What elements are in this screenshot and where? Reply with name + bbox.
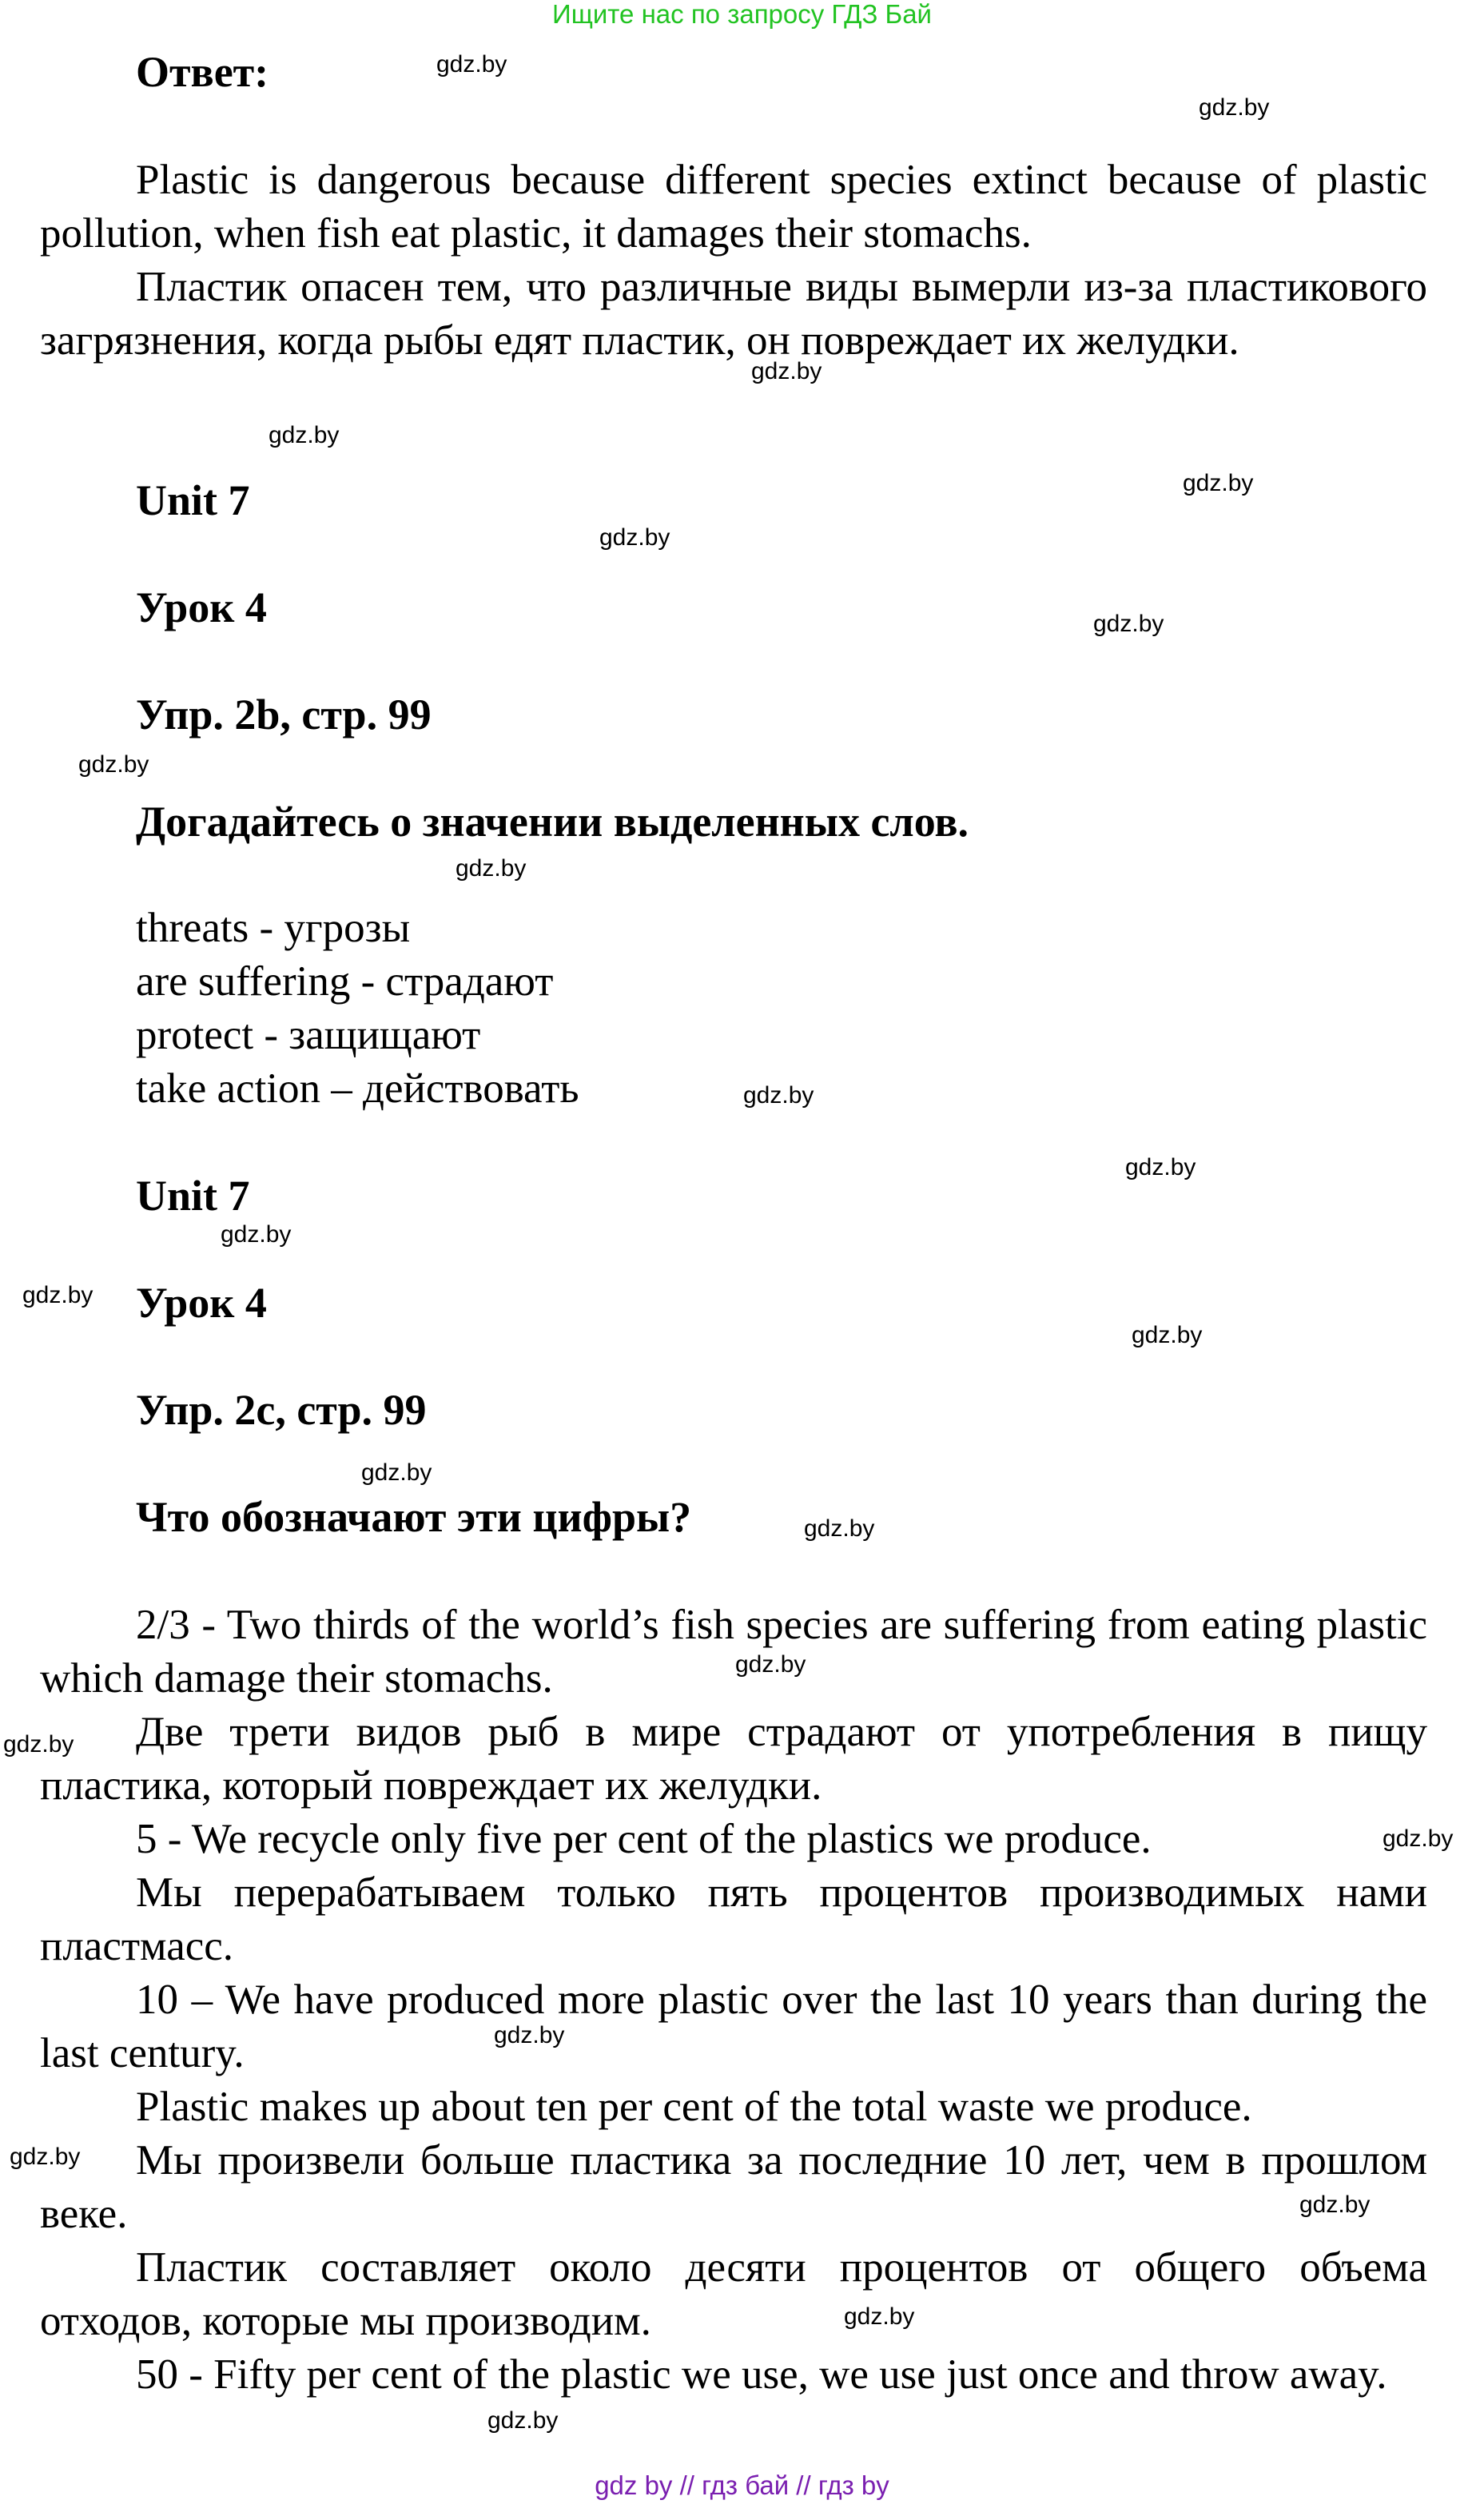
watermark: gdz.by — [456, 855, 527, 882]
watermark: gdz.by — [269, 422, 340, 448]
figure-paragraph: Мы произвели больше пластика за последние 10 лет, чем в прошлом веке. — [40, 2137, 1427, 2237]
watermark: gdz.by — [804, 1515, 875, 1542]
lesson-title-1: Урок 4 — [136, 583, 267, 631]
figure-paragraph: 5 - We recycle only five per cent of the plastics we produce. — [136, 1816, 1152, 1862]
word-item: protect - защищают — [136, 1012, 481, 1058]
watermark: gdz.by — [844, 2303, 915, 2330]
exercise-title-1: Упр. 2b, стр. 99 — [136, 691, 432, 738]
watermark: gdz.by — [751, 358, 822, 384]
watermark: gdz.by — [1132, 1322, 1203, 1348]
watermark: gdz.by — [78, 751, 149, 778]
top-banner: Ищите нас по запросу ГДЗ Бай — [552, 0, 932, 29]
watermark: gdz.by — [1125, 1154, 1196, 1180]
watermark: gdz.by — [1199, 94, 1270, 121]
task-title-2: Что обозначают эти цифры? — [136, 1493, 692, 1541]
unit-title-2: Unit 7 — [136, 1172, 250, 1220]
watermark: gdz.by — [10, 2144, 81, 2170]
figure-paragraph: 2/3 - Two thirds of the world’s fish species are suffering from eating plastic which damage their stomachs. — [40, 1602, 1427, 1702]
unit-title-1: Unit 7 — [136, 476, 250, 524]
figure-paragraph: 10 – We have produced more plastic over the last 10 years than during the last century. — [40, 1977, 1427, 2076]
bottom-banner: gdz by // гдз бай // гдз by — [595, 2470, 889, 2500]
figure-paragraph: Plastic makes up about ten per cent of the total waste we produce. — [136, 2084, 1252, 2130]
answer-english: Plastic is dangerous because different species extinct because of plastic pollution, when fish eat plastic, it damages their stomachs. — [40, 157, 1427, 257]
watermark: gdz.by — [436, 51, 507, 78]
watermark: gdz.by — [1383, 1825, 1454, 1852]
word-item: are suffering - страдают — [136, 958, 554, 1005]
watermark: gdz.by — [361, 1459, 432, 1486]
figure-paragraph: Две трети видов рыб в мире страдают от употребления в пищу пластика, который повреждает их желудки. — [40, 1709, 1427, 1809]
watermark: gdz.by — [1093, 611, 1164, 637]
watermark: gdz.by — [487, 2407, 559, 2434]
answer-russian: Пластик опасен тем, что различные виды вымерли из-за пластикового загрязнения, когда рыбы едят пластик, он повреждает их желудки. — [40, 264, 1427, 364]
figure-paragraph: Мы перерабатываем только пять процентов производимых нами пластмасс. — [40, 1869, 1427, 1969]
figure-paragraph: 50 - Fifty per cent of the plastic we use, we use just once and throw away. — [136, 2351, 1387, 2398]
word-item: take action – действовать — [136, 1065, 579, 1112]
task-title-1: Догадайтесь о значении выделенных слов. — [136, 798, 969, 846]
watermark: gdz.by — [3, 1731, 74, 1758]
figure-paragraph: Пластик составляет около десяти процентов от общего объема отходов, которые мы производим. — [40, 2244, 1427, 2344]
watermark: gdz.by — [743, 1082, 814, 1109]
word-item: threats - угрозы — [136, 905, 411, 951]
watermark: gdz.by — [599, 524, 670, 551]
watermark: gdz.by — [1299, 2192, 1371, 2218]
lesson-title-2: Урок 4 — [136, 1279, 267, 1327]
answer-label: Ответ: — [136, 48, 269, 96]
watermark: gdz.by — [494, 2022, 565, 2048]
watermark: gdz.by — [1183, 470, 1254, 496]
exercise-title-2: Упр. 2c, стр. 99 — [136, 1386, 427, 1434]
watermark: gdz.by — [221, 1221, 292, 1248]
watermark: gdz.by — [22, 1282, 93, 1308]
watermark: gdz.by — [735, 1651, 806, 1678]
